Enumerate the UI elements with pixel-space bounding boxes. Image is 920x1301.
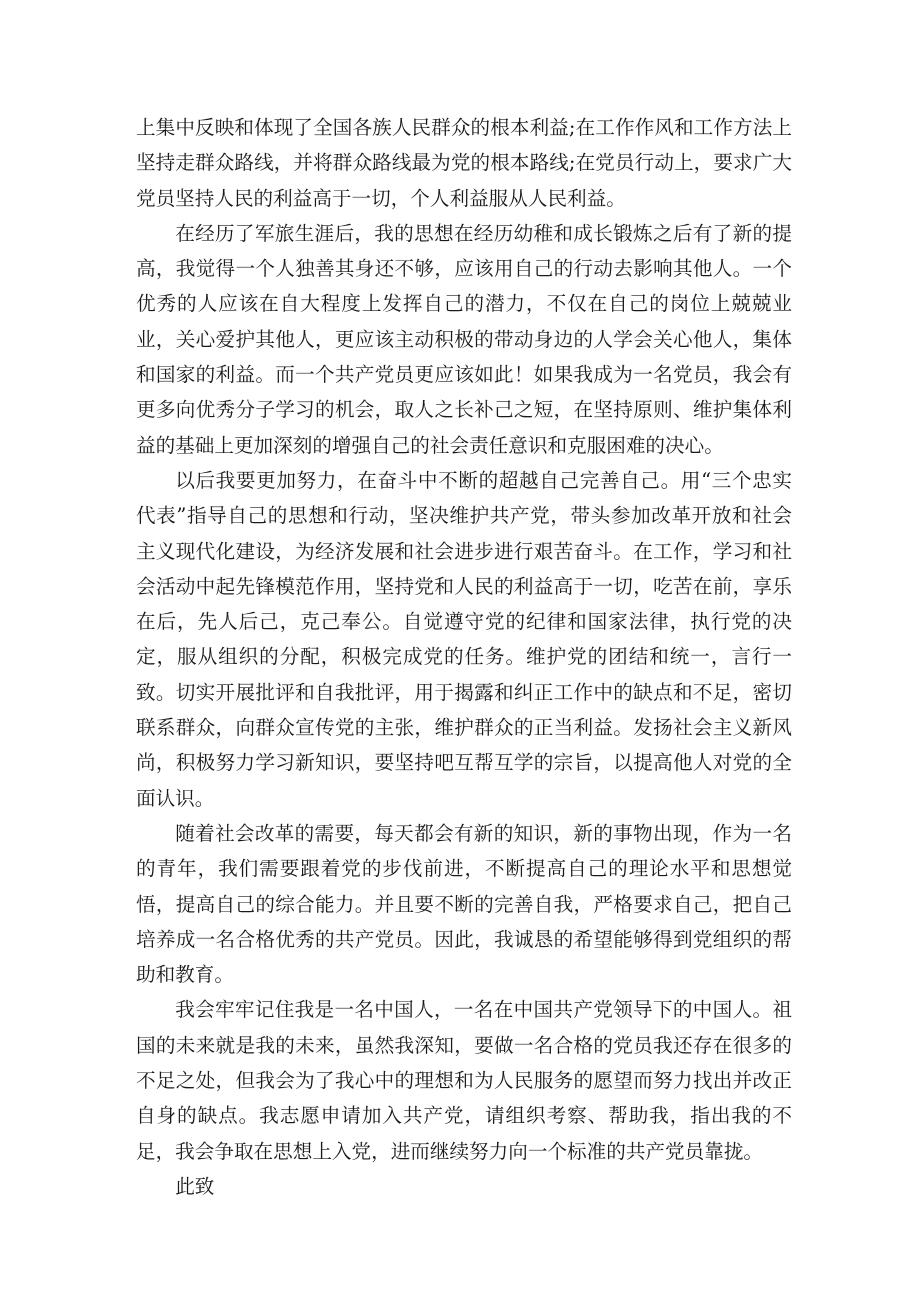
paragraph: 我会牢牢记住我是一名中国人，一名在中国共产党领导下的中国人。祖国的未来就是我的未来，虽然我深知，要做一名合格的党员我还存在很多的不足之处，但我会为了我心中的理想和为人民服务的愿望而努力找出并改正自身的缺点。我志愿申请加入共产党，请组织考察、帮助我，指出我的不足，我会争取在思想上入党，进而继续努力向一个标准的共产党员靠拢。 [136,998,792,1163]
paragraph: 在经历了军旅生涯后，我的思想在经历幼稚和成长锻炼之后有了新的提高，我觉得一个人独善其身还不够，应该用自己的行动去影响其他人。一个优秀的人应该在自大程度上发挥自己的潜力，不仅在自己的岗位上兢兢业业，关心爱护其他人，更应该主动积极的带动身边的人学会关心他人，集体和国家的利益。而一个共产党员更应该如此！如果我成为一名党员，我会有更多向优秀分子学习的机会，取人之长补己之短，在坚持原则、维护集体利益的基础上更加深刻的增强自己的社会责任意识和克服困难的决心。 [136,221,792,457]
document-body [136,110,792,1204]
paragraph: 随着社会改革的需要，每天都会有新的知识，新的事物出现，作为一名的青年，我们需要跟着党的步伐前进，不断提高自己的理论水平和思想觉悟，提高自己的综合能力。并且要不断的完善自我，严格要求自己，把自己培养成一名合格优秀的共产党员。因此，我诚恳的希望能够得到党组织的帮助和教育。 [136,821,792,987]
closing-salutation: 此致 [175,1174,215,1198]
paragraph-continued: 上集中反映和体现了全国各族人民群众的根本利益;在工作作风和工作方法上坚持走群众路线，并将群众路线最为党的根本路线;在党员行动上，要求广大党员坚持人民的利益高于一切，个人利益服从人民利益。 [136,116,792,210]
paragraph: 以后我要更加努力，在奋斗中不断的超越自己完善自己。用“三个忠实代表”指导自己的思想和行动，坚决维护共产党，带头参加改革开放和社会主义现代化建设，为经济发展和社会进步进行艰苦奋斗。在工作，学习和社会活动中起先锋模范作用，坚持党和人民的利益高于一切，吃苦在前，享乐在后，先人后己，克己奉公。自觉遵守党的纪律和国家法律，执行党的决定，服从组织的分配，积极完成党的任务。维护党的团结和统一，言行一致。切实开展批评和自我批评，用于揭露和纠正工作中的缺点和不足，密切联系群众，向群众宣传党的主张，维护群众的正当利益。发扬社会主义新风尚，积极努力学习新知识，要坚持吧互帮互学的宗旨，以提高他人对党的全面认识。 [136,468,792,810]
